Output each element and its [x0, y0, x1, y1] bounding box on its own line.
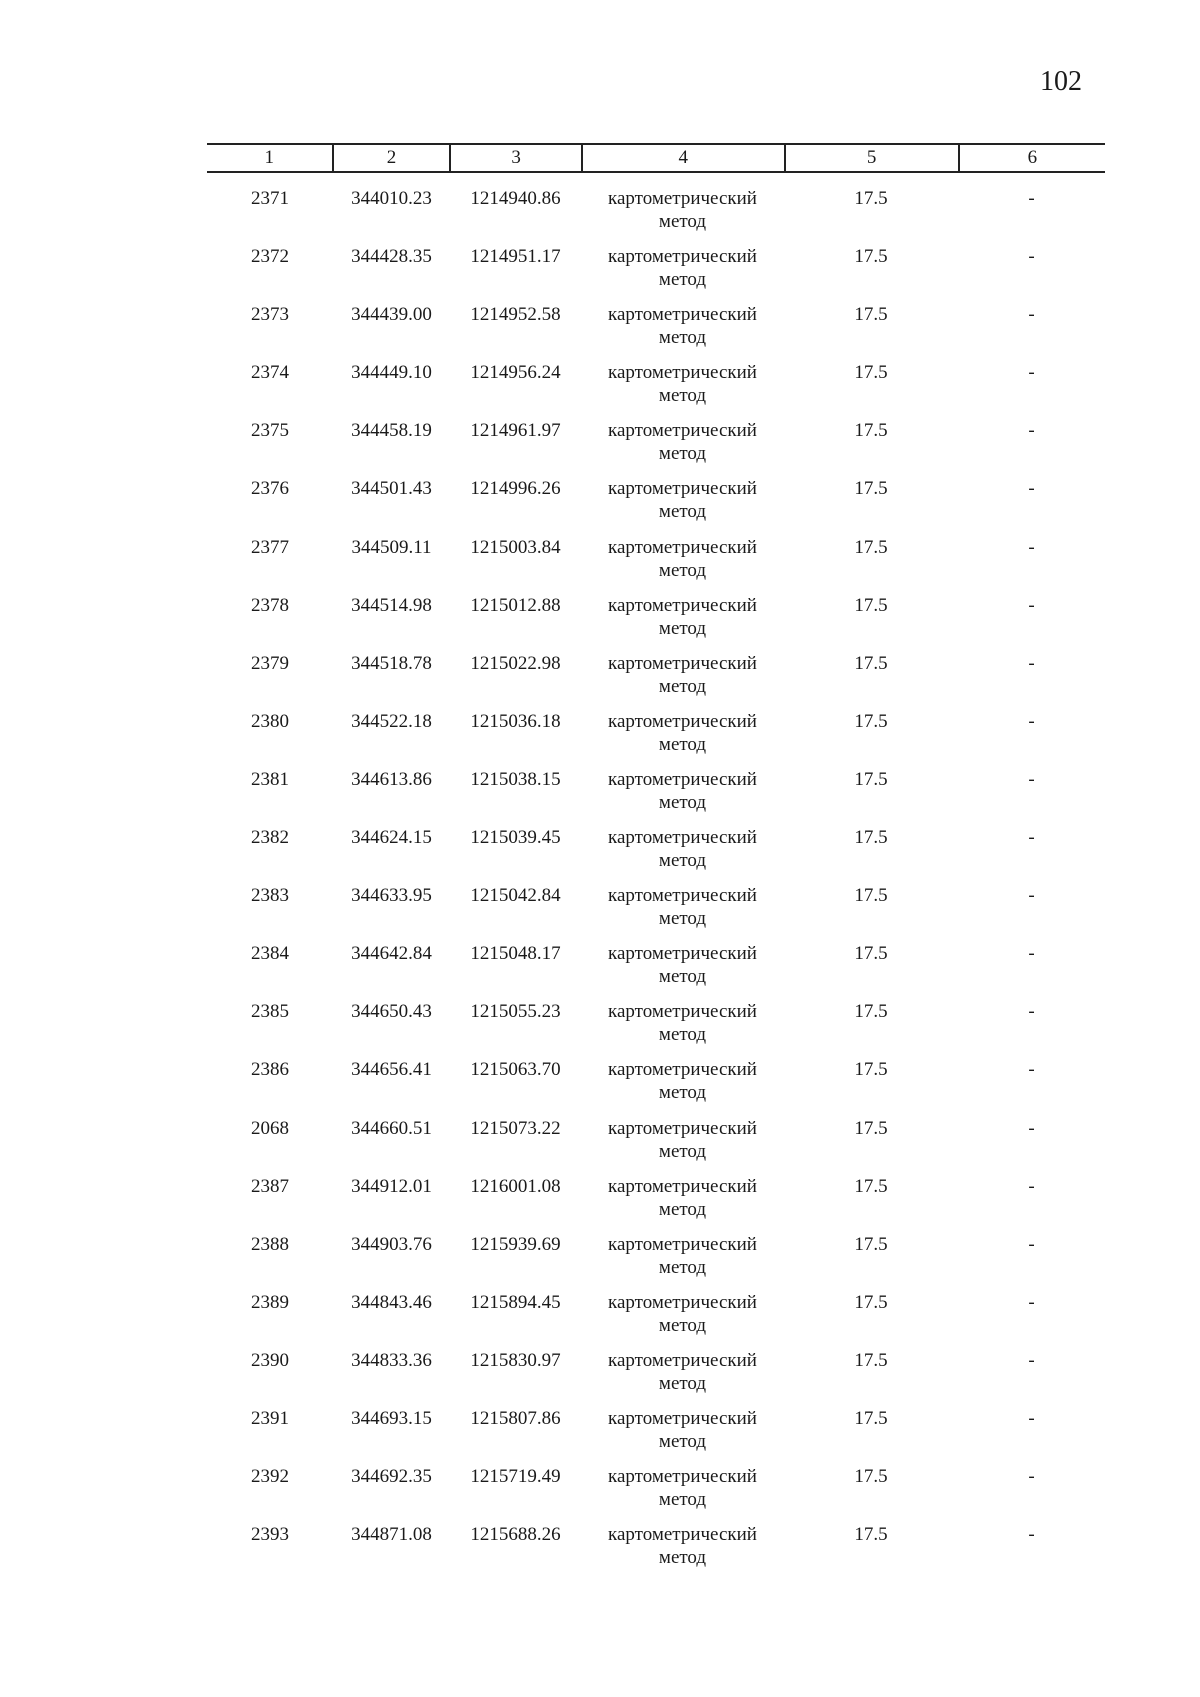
point-number-cell: 2068	[251, 1117, 289, 1139]
point-number-cell: 2393	[251, 1524, 289, 1546]
y-coordinate-cell: 1214961.97	[470, 420, 561, 442]
table-row	[207, 710, 1105, 768]
table-row	[207, 419, 1105, 477]
method-line-2: метод	[658, 443, 707, 465]
method-line-2: метод	[658, 385, 707, 407]
table-row	[207, 1000, 1105, 1058]
y-coordinate-cell: 1215038.15	[470, 768, 561, 790]
note-cell: -	[1028, 478, 1035, 500]
table-row	[207, 1117, 1105, 1175]
y-coordinate-cell: 1215003.84	[470, 536, 561, 558]
y-coordinate-cell: 1214956.24	[470, 362, 561, 384]
y-coordinate-cell: 1215042.84	[470, 885, 561, 907]
accuracy-cell: 17.5	[854, 1466, 888, 1488]
x-coordinate-cell: 344501.43	[351, 478, 432, 500]
method-cell	[581, 1407, 784, 1465]
table-row	[207, 361, 1105, 419]
x-coordinate-cell: 344439.00	[351, 304, 432, 326]
method-line-1: картометрический	[608, 1349, 757, 1371]
method-line-2: метод	[658, 966, 707, 988]
method-line-1: картометрический	[608, 943, 757, 965]
point-number-cell: 2384	[251, 943, 289, 965]
y-coordinate-cell: 1215807.86	[470, 1407, 561, 1429]
table-row	[207, 536, 1105, 594]
method-line-1: картометрический	[608, 1291, 757, 1313]
note-cell: -	[1028, 827, 1035, 849]
accuracy-cell: 17.5	[854, 246, 888, 268]
table-row	[207, 187, 1105, 245]
x-coordinate-cell: 344692.35	[351, 1466, 432, 1488]
method-line-2: метод	[658, 1489, 707, 1511]
column-header: 1	[264, 147, 275, 168]
accuracy-cell: 17.5	[854, 420, 888, 442]
x-coordinate-cell: 344650.43	[351, 1001, 432, 1023]
accuracy-cell: 17.5	[854, 1233, 888, 1255]
point-number-cell: 2390	[251, 1349, 289, 1371]
method-cell	[581, 1233, 784, 1291]
x-coordinate-cell: 344656.41	[351, 1059, 432, 1081]
x-coordinate-cell: 344633.95	[351, 885, 432, 907]
x-coordinate-cell: 344624.15	[351, 827, 432, 849]
method-line-1: картометрический	[608, 652, 757, 674]
note-cell: -	[1028, 1407, 1035, 1429]
method-line-1: картометрический	[608, 1466, 757, 1488]
y-coordinate-cell: 1214940.86	[470, 188, 561, 209]
table-row	[207, 1407, 1105, 1465]
accuracy-cell: 17.5	[854, 1001, 888, 1023]
y-coordinate-cell: 1216001.08	[470, 1175, 561, 1197]
y-coordinate-cell: 1215022.98	[470, 652, 561, 674]
x-coordinate-cell: 344509.11	[351, 536, 432, 558]
method-cell	[581, 1523, 784, 1581]
accuracy-cell: 17.5	[854, 885, 888, 907]
note-cell: -	[1028, 1291, 1035, 1313]
coordinates-table	[207, 143, 1105, 1581]
point-number-cell: 2379	[251, 652, 289, 674]
point-number-cell: 2386	[251, 1059, 289, 1081]
accuracy-cell: 17.5	[854, 594, 888, 616]
table-row	[207, 1175, 1105, 1233]
x-coordinate-cell: 344660.51	[351, 1117, 432, 1139]
point-number-cell: 2372	[251, 246, 289, 268]
note-cell: -	[1028, 1175, 1035, 1197]
note-cell: -	[1028, 768, 1035, 790]
note-cell: -	[1028, 1349, 1035, 1371]
method-line-1: картометрический	[608, 594, 757, 616]
table-body	[207, 187, 1105, 1581]
x-coordinate-cell: 344449.10	[351, 362, 432, 384]
method-line-1: картометрический	[608, 1233, 757, 1255]
method-line-2: метод	[658, 675, 707, 697]
table-row	[207, 1291, 1105, 1349]
method-line-1: картометрический	[608, 827, 757, 849]
x-coordinate-cell: 344522.18	[351, 710, 432, 732]
method-cell	[581, 1349, 784, 1407]
method-line-2: метод	[658, 1430, 707, 1452]
y-coordinate-cell: 1215036.18	[470, 710, 561, 732]
y-coordinate-cell: 1215688.26	[470, 1524, 561, 1546]
note-cell: -	[1028, 1059, 1035, 1081]
y-coordinate-cell: 1215063.70	[470, 1059, 561, 1081]
y-coordinate-cell: 1214951.17	[470, 246, 561, 268]
x-coordinate-cell: 344514.98	[351, 594, 432, 616]
y-coordinate-cell: 1215055.23	[470, 1001, 561, 1023]
point-number-cell: 2388	[251, 1233, 289, 1255]
accuracy-cell: 17.5	[854, 1291, 888, 1313]
method-line-1: картометрический	[608, 362, 757, 384]
method-line-1: картометрический	[608, 1117, 757, 1139]
point-number-cell: 2385	[251, 1001, 289, 1023]
note-cell: -	[1028, 1466, 1035, 1488]
x-coordinate-cell: 344458.19	[351, 420, 432, 442]
method-line-2: метод	[658, 1082, 707, 1104]
accuracy-cell: 17.5	[854, 768, 888, 790]
method-cell	[581, 536, 784, 594]
accuracy-cell: 17.5	[854, 304, 888, 326]
y-coordinate-cell: 1215830.97	[470, 1349, 561, 1371]
method-line-2: метод	[658, 1198, 707, 1220]
column-header: 6	[958, 145, 1105, 171]
method-cell	[581, 1175, 784, 1233]
accuracy-cell: 17.5	[854, 1059, 888, 1081]
table-row	[207, 768, 1105, 826]
point-number-cell: 2383	[251, 885, 289, 907]
accuracy-cell: 17.5	[854, 652, 888, 674]
point-number-cell: 2375	[251, 420, 289, 442]
method-line-1: картометрический	[608, 768, 757, 790]
x-coordinate-cell: 344642.84	[351, 943, 432, 965]
point-number-cell: 2378	[251, 594, 289, 616]
method-line-2: метод	[658, 850, 707, 872]
point-number-cell: 2373	[251, 304, 289, 326]
method-line-1: картометрический	[608, 710, 757, 732]
point-number-cell: 2389	[251, 1291, 289, 1313]
note-cell: -	[1028, 246, 1035, 268]
method-cell	[581, 477, 784, 535]
accuracy-cell: 17.5	[854, 362, 888, 384]
y-coordinate-cell: 1214996.26	[470, 478, 561, 500]
method-line-2: метод	[658, 1256, 707, 1278]
point-number-cell: 2391	[251, 1407, 289, 1429]
method-line-1: картометрический	[608, 1175, 757, 1197]
point-number-cell: 2381	[251, 768, 289, 790]
method-line-2: метод	[658, 501, 707, 523]
method-line-2: метод	[658, 908, 707, 930]
method-cell	[581, 710, 784, 768]
note-cell: -	[1028, 1524, 1035, 1546]
method-line-1: картометрический	[608, 1524, 757, 1546]
x-coordinate-cell: 344843.46	[351, 1291, 432, 1313]
y-coordinate-cell: 1214952.58	[470, 304, 561, 326]
method-line-2: метод	[658, 1024, 707, 1046]
method-cell	[581, 1058, 784, 1116]
table-row	[207, 652, 1105, 710]
x-coordinate-cell: 344833.36	[351, 1349, 432, 1371]
method-cell	[581, 594, 784, 652]
x-coordinate-cell: 344912.01	[351, 1175, 432, 1197]
method-cell	[581, 1000, 784, 1058]
note-cell: -	[1028, 420, 1035, 442]
method-cell	[581, 187, 784, 245]
note-cell: -	[1028, 710, 1035, 732]
method-line-1: картометрический	[608, 1001, 757, 1023]
accuracy-cell: 17.5	[854, 943, 888, 965]
x-coordinate-cell: 344518.78	[351, 652, 432, 674]
x-coordinate-cell: 344428.35	[351, 246, 432, 268]
note-cell: -	[1028, 943, 1035, 965]
method-line-1: картометрический	[608, 536, 757, 558]
table-row	[207, 826, 1105, 884]
table-row	[207, 477, 1105, 535]
point-number-cell: 2392	[251, 1466, 289, 1488]
column-header: 3	[449, 145, 581, 171]
x-coordinate-cell: 344613.86	[351, 768, 432, 790]
method-line-2: метод	[658, 617, 707, 639]
accuracy-cell: 17.5	[854, 1175, 888, 1197]
note-cell: -	[1028, 536, 1035, 558]
accuracy-cell: 17.5	[854, 827, 888, 849]
method-line-2: метод	[658, 1372, 707, 1394]
column-header: 2	[332, 145, 450, 171]
point-number-cell: 2371	[251, 188, 289, 209]
method-cell	[581, 303, 784, 361]
note-cell: -	[1028, 304, 1035, 326]
accuracy-cell: 17.5	[854, 188, 888, 209]
x-coordinate-cell: 344693.15	[351, 1407, 432, 1429]
note-cell: -	[1028, 188, 1035, 209]
accuracy-cell: 17.5	[854, 536, 888, 558]
accuracy-cell: 17.5	[854, 710, 888, 732]
point-number-cell: 2380	[251, 710, 289, 732]
table-row	[207, 884, 1105, 942]
x-coordinate-cell: 344903.76	[351, 1233, 432, 1255]
table-row	[207, 1465, 1105, 1523]
point-number-cell: 2382	[251, 827, 289, 849]
table-row	[207, 1349, 1105, 1407]
method-cell	[581, 1291, 784, 1349]
method-cell	[581, 768, 784, 826]
method-line-1: картометрический	[608, 188, 757, 209]
y-coordinate-cell: 1215894.45	[470, 1291, 561, 1313]
table-header	[207, 143, 1105, 173]
table-row	[207, 942, 1105, 1000]
method-line-2: метод	[658, 791, 707, 813]
table-row	[207, 594, 1105, 652]
table-row	[207, 245, 1105, 303]
x-coordinate-cell: 344871.08	[351, 1524, 432, 1546]
method-line-2: метод	[658, 1140, 707, 1162]
column-header: 5	[784, 145, 958, 171]
note-cell: -	[1028, 1233, 1035, 1255]
y-coordinate-cell: 1215012.88	[470, 594, 561, 616]
method-cell	[581, 361, 784, 419]
method-line-2: метод	[658, 1314, 707, 1336]
table-row	[207, 1058, 1105, 1116]
note-cell: -	[1028, 1001, 1035, 1023]
method-cell	[581, 884, 784, 942]
page-number: 102	[1040, 66, 1082, 97]
y-coordinate-cell: 1215939.69	[470, 1233, 561, 1255]
method-cell	[581, 245, 784, 303]
y-coordinate-cell: 1215719.49	[470, 1466, 561, 1488]
method-line-1: картометрический	[608, 246, 757, 268]
y-coordinate-cell: 1215039.45	[470, 827, 561, 849]
table-row	[207, 303, 1105, 361]
note-cell: -	[1028, 1117, 1035, 1139]
point-number-cell: 2377	[251, 536, 289, 558]
method-cell	[581, 826, 784, 884]
y-coordinate-cell: 1215048.17	[470, 943, 561, 965]
method-line-2: метод	[658, 1547, 707, 1569]
method-line-1: картометрический	[608, 478, 757, 500]
method-cell	[581, 652, 784, 710]
point-number-cell: 2387	[251, 1175, 289, 1197]
accuracy-cell: 17.5	[854, 1407, 888, 1429]
point-number-cell: 2374	[251, 362, 289, 384]
note-cell: -	[1028, 885, 1035, 907]
method-line-2: метод	[658, 269, 707, 291]
note-cell: -	[1028, 652, 1035, 674]
point-number-cell: 2376	[251, 478, 289, 500]
x-coordinate-cell: 344010.23	[351, 188, 432, 209]
method-line-1: картометрический	[608, 420, 757, 442]
note-cell: -	[1028, 362, 1035, 384]
method-line-1: картометрический	[608, 1059, 757, 1081]
method-cell	[581, 942, 784, 1000]
y-coordinate-cell: 1215073.22	[470, 1117, 561, 1139]
method-line-2: метод	[658, 327, 707, 349]
accuracy-cell: 17.5	[854, 478, 888, 500]
method-line-2: метод	[658, 211, 707, 232]
accuracy-cell: 17.5	[854, 1524, 888, 1546]
method-cell	[581, 419, 784, 477]
method-cell	[581, 1465, 784, 1523]
table-row	[207, 1233, 1105, 1291]
note-cell: -	[1028, 594, 1035, 616]
method-line-1: картометрический	[608, 885, 757, 907]
accuracy-cell: 17.5	[854, 1117, 888, 1139]
method-line-2: метод	[658, 559, 707, 581]
table-row	[207, 1523, 1105, 1581]
method-line-1: картометрический	[608, 1407, 757, 1429]
method-cell	[581, 1117, 784, 1175]
accuracy-cell: 17.5	[854, 1349, 888, 1371]
column-header: 4	[581, 145, 784, 171]
method-line-1: картометрический	[608, 304, 757, 326]
method-line-2: метод	[658, 733, 707, 755]
